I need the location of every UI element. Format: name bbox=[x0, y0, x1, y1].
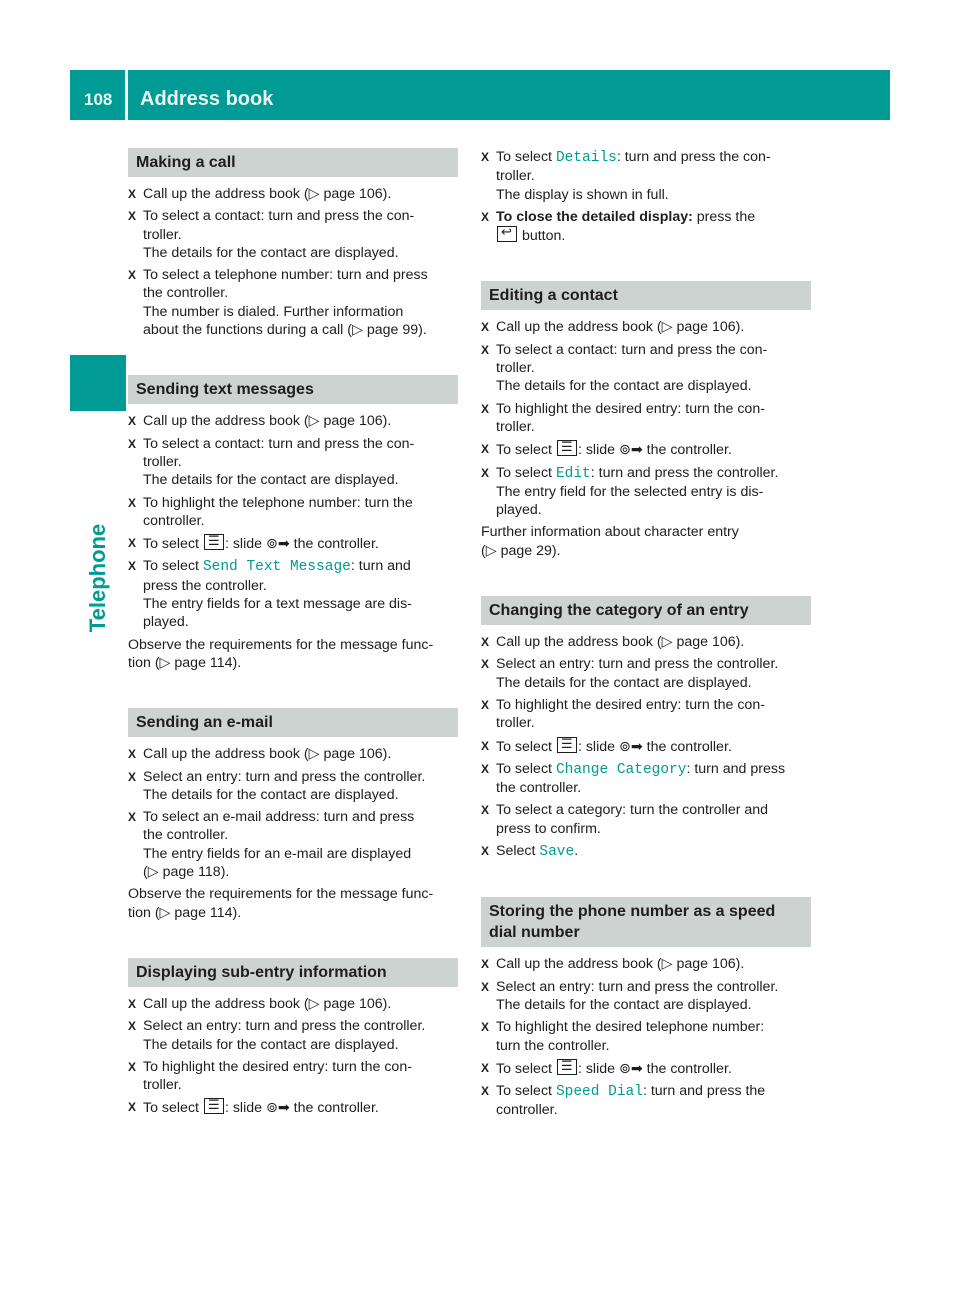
menu-item-name: Details bbox=[555, 150, 617, 166]
step-text: : slide ⊚➡ the controller. bbox=[224, 1100, 379, 1117]
section-title: Storing the phone number as a speed dial number bbox=[481, 897, 811, 947]
instruction-step bbox=[128, 1058, 458, 1095]
paragraph: Observe the requirements for the message func- tion (▷ page 114). bbox=[128, 886, 434, 921]
header-title: Address book bbox=[140, 88, 274, 110]
instruction-step bbox=[481, 801, 811, 838]
step-arrow-icon: X bbox=[481, 697, 490, 712]
instruction-step bbox=[481, 148, 811, 204]
instruction-step bbox=[128, 745, 458, 763]
instruction-step bbox=[481, 1082, 811, 1120]
step-text: Select an entry: turn and press the controller. The details for the contact are displayed. bbox=[143, 768, 426, 803]
step-text: : slide ⊚➡ the controller. bbox=[224, 536, 379, 553]
step-text: press the bbox=[692, 208, 756, 225]
step-text: Call up the address book (▷ page 106). bbox=[143, 746, 392, 763]
instruction-step bbox=[481, 1018, 811, 1055]
step-text: To select a telephone number: turn and press the controller. The number is dialed. Further information about the functions during a call (▷ page 99). bbox=[143, 267, 428, 339]
instruction-step bbox=[128, 266, 458, 339]
instruction-step bbox=[128, 207, 458, 262]
menu-button-icon bbox=[557, 737, 577, 753]
step-text: To select bbox=[496, 760, 556, 777]
step-text: To select a contact: turn and press the con- troller. The details for the contact are displayed. bbox=[496, 341, 768, 395]
step-arrow-icon: X bbox=[481, 320, 490, 335]
instruction-step bbox=[128, 768, 458, 805]
step-arrow-icon: X bbox=[481, 761, 490, 776]
step-text: : turn and press the con- troller. The display is shown in full. bbox=[496, 149, 771, 203]
instruction-step bbox=[128, 494, 458, 531]
menu-item-name: Edit bbox=[555, 465, 591, 482]
step-text: : slide ⊚➡ the controller. bbox=[577, 1060, 732, 1077]
instruction-step bbox=[481, 737, 811, 756]
section-gap bbox=[481, 564, 811, 596]
header-divider bbox=[125, 70, 128, 120]
instruction-step bbox=[481, 440, 811, 459]
instruction-step bbox=[481, 318, 811, 336]
menu-button-icon bbox=[204, 1098, 224, 1114]
step-text: : turn and press the controller. bbox=[496, 760, 786, 797]
back-button-icon bbox=[497, 226, 517, 242]
step-bold-text: To close the detailed display: bbox=[496, 208, 693, 225]
step-text: Select bbox=[496, 843, 540, 860]
instruction-step bbox=[128, 412, 458, 430]
step-text: Call up the address book (▷ page 106). bbox=[143, 186, 392, 202]
step-arrow-icon: X bbox=[128, 996, 137, 1011]
step-arrow-icon: X bbox=[481, 342, 490, 357]
instruction-step bbox=[481, 760, 811, 798]
step-text: To select a category: turn the controller and press to confirm. bbox=[496, 802, 769, 837]
section-gap bbox=[481, 865, 811, 897]
section-title: Displaying sub-entry information bbox=[128, 958, 458, 987]
step-text: : slide ⊚➡ the controller. bbox=[577, 738, 732, 755]
step-text: . bbox=[574, 843, 579, 860]
step-arrow-icon: X bbox=[481, 844, 490, 859]
step-arrow-icon: X bbox=[481, 1020, 490, 1035]
instruction-step bbox=[481, 955, 811, 973]
menu-item-name: Save bbox=[539, 844, 575, 861]
step-arrow-icon: X bbox=[481, 979, 490, 994]
step-arrow-icon: X bbox=[481, 150, 490, 164]
step-text: To select bbox=[143, 558, 203, 575]
step-text: : turn and press the controller. bbox=[496, 1083, 766, 1119]
instruction-step bbox=[128, 808, 458, 881]
step-text: To highlight the desired entry: turn the con- troller. bbox=[496, 696, 765, 732]
step-text: To select bbox=[496, 442, 556, 459]
section-title: Sending an e-mail bbox=[128, 708, 458, 737]
step-text: To select bbox=[496, 738, 556, 755]
step-arrow-icon: X bbox=[128, 1019, 137, 1034]
step-arrow-icon: X bbox=[481, 738, 490, 753]
step-arrow-icon: X bbox=[128, 769, 137, 784]
step-arrow-icon: X bbox=[481, 465, 490, 480]
instruction-step bbox=[128, 435, 458, 490]
step-arrow-icon: X bbox=[128, 187, 137, 201]
paragraph: Further information about character entry (▷ page 29). bbox=[481, 524, 739, 559]
step-text: To select bbox=[496, 1083, 556, 1100]
step-text: : slide ⊚➡ the controller. bbox=[577, 442, 732, 459]
menu-item-name: Speed Dial bbox=[555, 1084, 643, 1101]
menu-button-icon bbox=[557, 1059, 577, 1075]
page-header bbox=[70, 70, 890, 120]
step-text: button. bbox=[518, 228, 566, 245]
step-text: To highlight the telephone number: turn the controller. bbox=[143, 494, 413, 529]
section-gap bbox=[128, 926, 458, 958]
step-arrow-icon: X bbox=[128, 1100, 137, 1115]
step-text: To highlight the desired entry: turn the con- troller. bbox=[496, 400, 765, 435]
page-number: 108 bbox=[84, 90, 113, 109]
step-text: To select bbox=[143, 536, 203, 553]
instruction-step bbox=[481, 842, 811, 861]
step-text: To highlight the desired telephone number: turn the controller. bbox=[496, 1019, 765, 1054]
menu-item-name: Change Category bbox=[555, 761, 687, 778]
section-gap bbox=[481, 249, 811, 281]
step-arrow-icon: X bbox=[128, 436, 137, 451]
step-arrow-icon: X bbox=[128, 559, 137, 574]
instruction-step bbox=[128, 557, 458, 631]
section-title: Changing the category of an entry bbox=[481, 596, 811, 625]
instruction-step bbox=[128, 534, 458, 553]
paragraph: Observe the requirements for the message func- tion (▷ page 114). bbox=[128, 636, 434, 671]
step-text: Call up the address book (▷ page 106). bbox=[143, 995, 392, 1012]
step-text: To select a contact: turn and press the con- troller. The details for the contact are displayed. bbox=[143, 208, 415, 261]
step-text: Select an entry: turn and press the controller. The details for the contact are displayed. bbox=[143, 1018, 426, 1053]
menu-item-name: Send Text Message bbox=[202, 559, 351, 576]
side-tab bbox=[70, 355, 126, 411]
step-text: Call up the address book (▷ page 106). bbox=[496, 319, 745, 336]
instruction-step bbox=[481, 655, 811, 692]
step-arrow-icon: X bbox=[481, 1084, 490, 1099]
section-title: Editing a contact bbox=[481, 281, 811, 310]
menu-button-icon bbox=[557, 440, 577, 456]
step-arrow-icon: X bbox=[128, 209, 137, 224]
step-arrow-icon: X bbox=[128, 1059, 137, 1074]
step-text: To select bbox=[496, 1060, 556, 1077]
step-arrow-icon: X bbox=[481, 803, 490, 818]
step-text: Select an entry: turn and press the controller. The details for the contact are displayed. bbox=[496, 656, 779, 691]
left-column bbox=[128, 148, 458, 1122]
step-arrow-icon: X bbox=[481, 635, 490, 650]
step-arrow-icon: X bbox=[128, 747, 137, 762]
section-title: Sending text messages bbox=[128, 375, 458, 404]
step-text: Call up the address book (▷ page 106). bbox=[143, 413, 392, 430]
step-text: To highlight the desired entry: turn the con- troller. bbox=[143, 1058, 412, 1094]
step-arrow-icon: X bbox=[128, 536, 137, 551]
instruction-step bbox=[481, 208, 811, 246]
step-arrow-icon: X bbox=[481, 401, 490, 416]
instruction-step bbox=[481, 633, 811, 651]
instruction-step bbox=[481, 696, 811, 733]
step-arrow-icon: X bbox=[481, 442, 490, 457]
instruction-step bbox=[481, 978, 811, 1015]
step-arrow-icon: X bbox=[481, 1060, 490, 1075]
instruction-step bbox=[128, 995, 458, 1013]
instruction-step bbox=[481, 341, 811, 396]
section-gap bbox=[128, 343, 458, 375]
step-arrow-icon: X bbox=[128, 495, 137, 510]
step-text: To select a contact: turn and press the con- troller. The details for the contact are displayed. bbox=[143, 435, 415, 489]
side-label: Telephone bbox=[85, 523, 110, 633]
step-arrow-icon: X bbox=[128, 810, 137, 825]
instruction-step bbox=[481, 1059, 811, 1078]
section-gap bbox=[128, 676, 458, 708]
step-text: Call up the address book (▷ page 106). bbox=[496, 634, 745, 651]
step-text: To select bbox=[143, 1100, 203, 1117]
step-arrow-icon: X bbox=[481, 209, 490, 224]
instruction-step bbox=[481, 400, 811, 437]
step-text: Select an entry: turn and press the controller. The details for the contact are displayed. bbox=[496, 978, 779, 1013]
step-text: To select an e-mail address: turn and press the controller. The entry fields for an e-mail are displayed (▷ page 118). bbox=[143, 809, 415, 881]
step-arrow-icon: X bbox=[128, 268, 137, 283]
step-text: To select bbox=[496, 149, 556, 165]
step-arrow-icon: X bbox=[128, 414, 137, 429]
section-title: Making a call bbox=[128, 148, 458, 177]
step-text: To select bbox=[496, 464, 556, 481]
step-text: Call up the address book (▷ page 106). bbox=[496, 956, 745, 973]
step-text: : turn and press the controller. The entry fields for a text message are dis- played. bbox=[143, 558, 412, 631]
menu-button-icon bbox=[204, 534, 224, 550]
right-column bbox=[481, 148, 811, 1124]
instruction-step bbox=[128, 1098, 458, 1117]
step-arrow-icon: X bbox=[481, 657, 490, 672]
instruction-step bbox=[128, 1017, 458, 1054]
instruction-step bbox=[128, 185, 458, 203]
instruction-step bbox=[481, 464, 811, 520]
step-arrow-icon: X bbox=[481, 957, 490, 972]
step-text: : turn and press the controller. The entry field for the selected entry is dis- played. bbox=[496, 464, 779, 519]
